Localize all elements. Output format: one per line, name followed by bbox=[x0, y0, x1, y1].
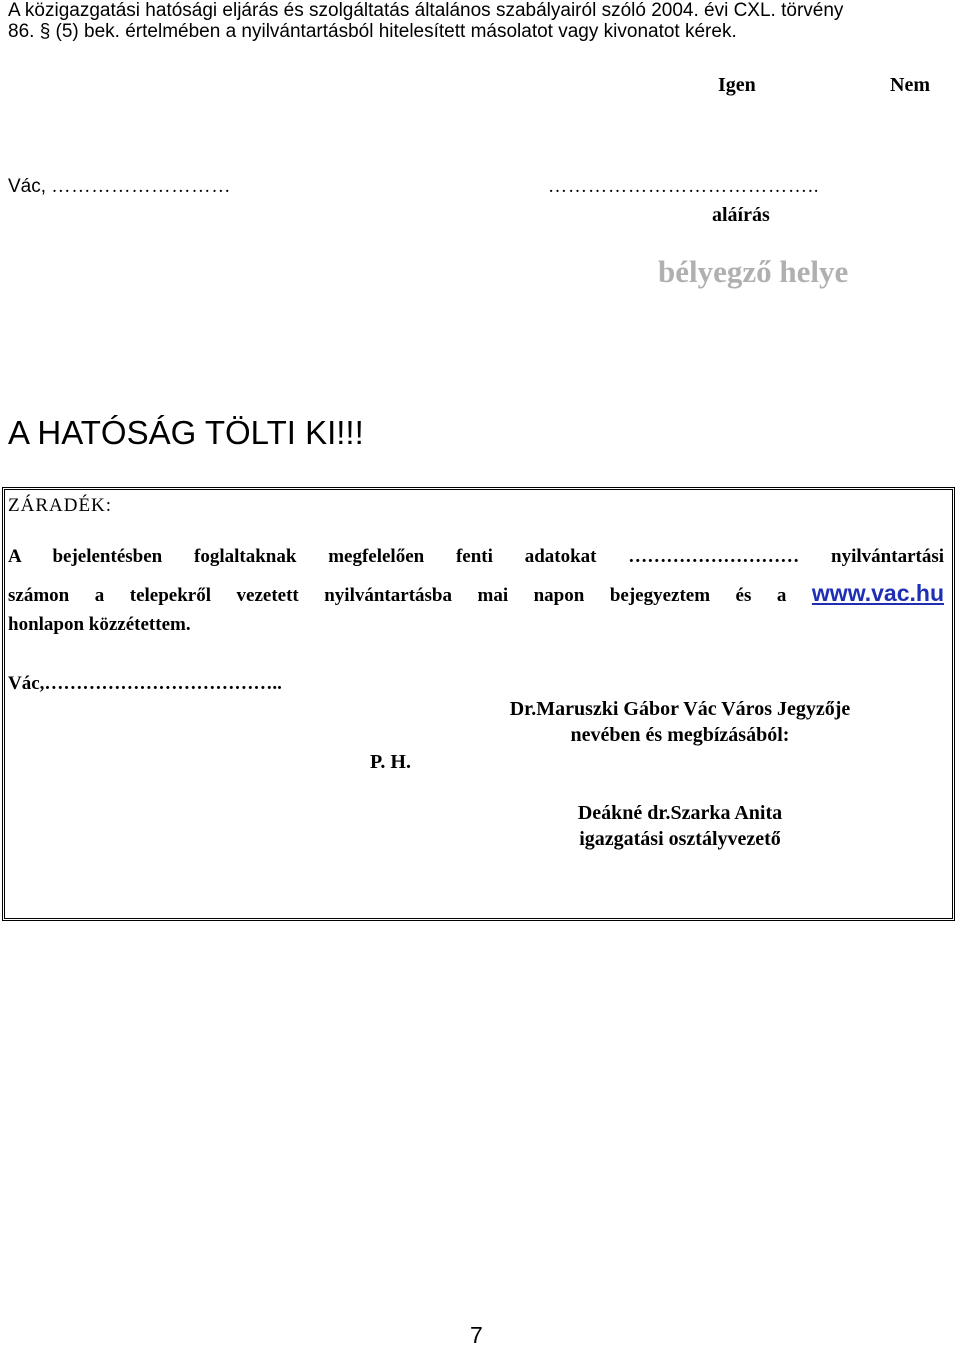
request-line-1: A közigazgatási hatósági eljárás és szolgáltatás általános szabályairól szóló 2004. évi CXL. törvény bbox=[8, 0, 844, 21]
request-line-2: 86. § (5) bek. értelmében a nyilvántartásból hitelesített másolatot vagy kivonatot kérek. bbox=[8, 21, 737, 42]
clause-line-1 bbox=[8, 546, 944, 568]
clause-line-2 bbox=[8, 580, 944, 607]
clause-label: ZÁRADÉK: bbox=[8, 495, 113, 516]
registration-number-dots[interactable]: ……………………… bbox=[628, 546, 800, 567]
notary-line-1: Dr.Maruszki Gábor Vác Város Jegyzője bbox=[509, 698, 851, 720]
clause-line-1-end: nyilvántartási bbox=[831, 546, 944, 567]
clause-line-2-text: számon a telepekről vezetett nyilvántartásba mai napon bejegyeztem és a bbox=[8, 585, 787, 606]
officer-name: Deákné dr.Szarka Anita bbox=[577, 802, 783, 824]
notary-line-2: nevében és megbízásából: bbox=[570, 724, 790, 746]
authority-date[interactable]: Vác,……………………………….. bbox=[8, 673, 282, 694]
clause-line-1-text: A bejelentésben foglaltaknak megfelelően fenti adatokat bbox=[8, 546, 597, 567]
signature-label: aláírás bbox=[712, 204, 770, 226]
stamp-placeholder: bélyegző helye bbox=[658, 254, 849, 289]
authority-heading: A HATÓSÁG TÖLTI KI!!! bbox=[8, 414, 364, 451]
place-label: Vác, bbox=[8, 176, 47, 197]
officer-title: igazgatási osztályvezető bbox=[579, 828, 781, 850]
applicant-place bbox=[8, 176, 231, 198]
seal-placeholder: P. H. bbox=[370, 751, 411, 773]
website-link[interactable]: www.vac.hu bbox=[811, 580, 944, 606]
request-text bbox=[8, 0, 952, 42]
option-yes[interactable]: Igen bbox=[718, 74, 756, 96]
signature-dots[interactable]: ………………………………….. bbox=[548, 176, 820, 197]
page-number: 7 bbox=[470, 1322, 483, 1348]
date-dots[interactable]: ……………………… bbox=[51, 176, 232, 197]
option-no[interactable]: Nem bbox=[890, 74, 930, 96]
clause-line-3: honlapon közzétettem. bbox=[8, 614, 191, 635]
